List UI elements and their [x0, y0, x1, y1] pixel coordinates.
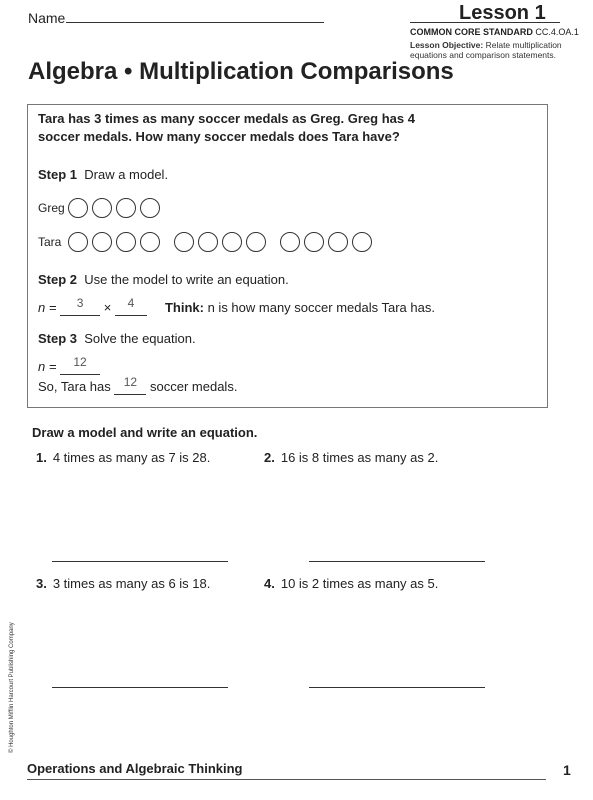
lesson-rule: [410, 22, 560, 23]
medal-circle: [174, 232, 194, 252]
exercise-number: 2.: [264, 450, 275, 465]
medal-circle: [92, 198, 112, 218]
instructions: Draw a model and write an equation.: [32, 425, 258, 440]
exercise-text: 10 is 2 times as many as 5.: [280, 576, 439, 591]
copyright: © Houghton Mifflin Harcourt Publishing Company: [9, 622, 15, 753]
greg-label: Greg: [38, 201, 65, 215]
step-3: [38, 331, 196, 346]
exercise-1: [36, 450, 210, 465]
medal-circle: [304, 232, 324, 252]
medal-circle: [92, 232, 112, 252]
lesson-title: Lesson 1: [459, 2, 546, 24]
eq-blank-b[interactable]: 4: [115, 300, 147, 316]
eq-blank-a[interactable]: 3: [60, 300, 100, 316]
medal-circle: [222, 232, 242, 252]
think-label: Think:: [164, 300, 204, 315]
times-sign: ×: [103, 300, 112, 315]
medal-circle: [246, 232, 266, 252]
standard-code: CC.4.OA.1: [535, 27, 579, 37]
answer-line[interactable]: [52, 561, 228, 562]
medal-group: [68, 232, 164, 252]
medal-circle: [198, 232, 218, 252]
equation: [38, 296, 435, 316]
step-2-text: Use the model to write an equation.: [84, 272, 289, 287]
medal-group: [280, 232, 376, 252]
conclusion-prefix: So, Tara has: [38, 379, 111, 394]
objective-text: Relate multiplication equations and comparison statements.: [410, 40, 562, 60]
conclusion-blank[interactable]: 12: [114, 379, 146, 395]
answer-line[interactable]: [309, 687, 485, 688]
standard-label: COMMON CORE STANDARD: [410, 27, 533, 37]
step-3-text: Solve the equation.: [84, 331, 196, 346]
answer-line[interactable]: [52, 687, 228, 688]
result-blank[interactable]: 12: [60, 359, 100, 375]
footer-rule: [27, 779, 546, 780]
medal-circle: [328, 232, 348, 252]
footer-unit: Operations and Algebraic Thinking: [27, 761, 243, 776]
medal-circle: [68, 198, 88, 218]
exercise-number: 4.: [264, 576, 275, 591]
medal-circle: [116, 198, 136, 218]
conclusion-suffix: soccer medals.: [150, 379, 238, 394]
medal-circle: [68, 232, 88, 252]
example-problem: Tara has 3 times as many soccer medals as Greg. Greg has 4 soccer medals. How many soccer medals does Tara have?: [38, 111, 415, 144]
result-equation: [38, 355, 100, 375]
medal-circle: [352, 232, 372, 252]
step-1-label: Step 1: [38, 167, 78, 182]
medal-circle: [116, 232, 136, 252]
exercise-4: [264, 576, 438, 591]
medal-group: [174, 232, 270, 252]
standard: [410, 27, 579, 37]
conclusion: [38, 375, 238, 395]
tara-label: Tara: [38, 235, 62, 249]
page-title: Algebra • Multiplication Comparisons: [28, 58, 454, 85]
medal-circle: [280, 232, 300, 252]
exercise-2: [264, 450, 438, 465]
exercise-3: [36, 576, 210, 591]
exercise-number: 1.: [36, 450, 47, 465]
name-line[interactable]: [66, 22, 324, 23]
objective-label: Lesson Objective:: [410, 40, 484, 50]
step-1: [38, 167, 168, 182]
think-text: n is how many soccer medals Tara has.: [207, 300, 435, 315]
step-2: [38, 272, 289, 287]
exercise-text: 3 times as many as 6 is 18.: [52, 576, 211, 591]
step-2-label: Step 2: [38, 272, 78, 287]
result-n: n =: [38, 359, 57, 374]
exercise-number: 3.: [36, 576, 47, 591]
greg-model: [68, 198, 164, 218]
answer-line[interactable]: [309, 561, 485, 562]
lesson-objective: [410, 40, 568, 60]
medal-circle: [140, 232, 160, 252]
name-label: Name: [28, 10, 66, 26]
eq-n: n =: [38, 300, 57, 315]
example-box: [27, 104, 548, 408]
step-3-label: Step 3: [38, 331, 78, 346]
step-1-text: Draw a model.: [84, 167, 169, 182]
exercise-text: 16 is 8 times as many as 2.: [280, 450, 439, 465]
page-number: 1: [563, 762, 571, 778]
tara-model: [68, 232, 386, 252]
exercise-text: 4 times as many as 7 is 28.: [52, 450, 211, 465]
medal-circle: [140, 198, 160, 218]
